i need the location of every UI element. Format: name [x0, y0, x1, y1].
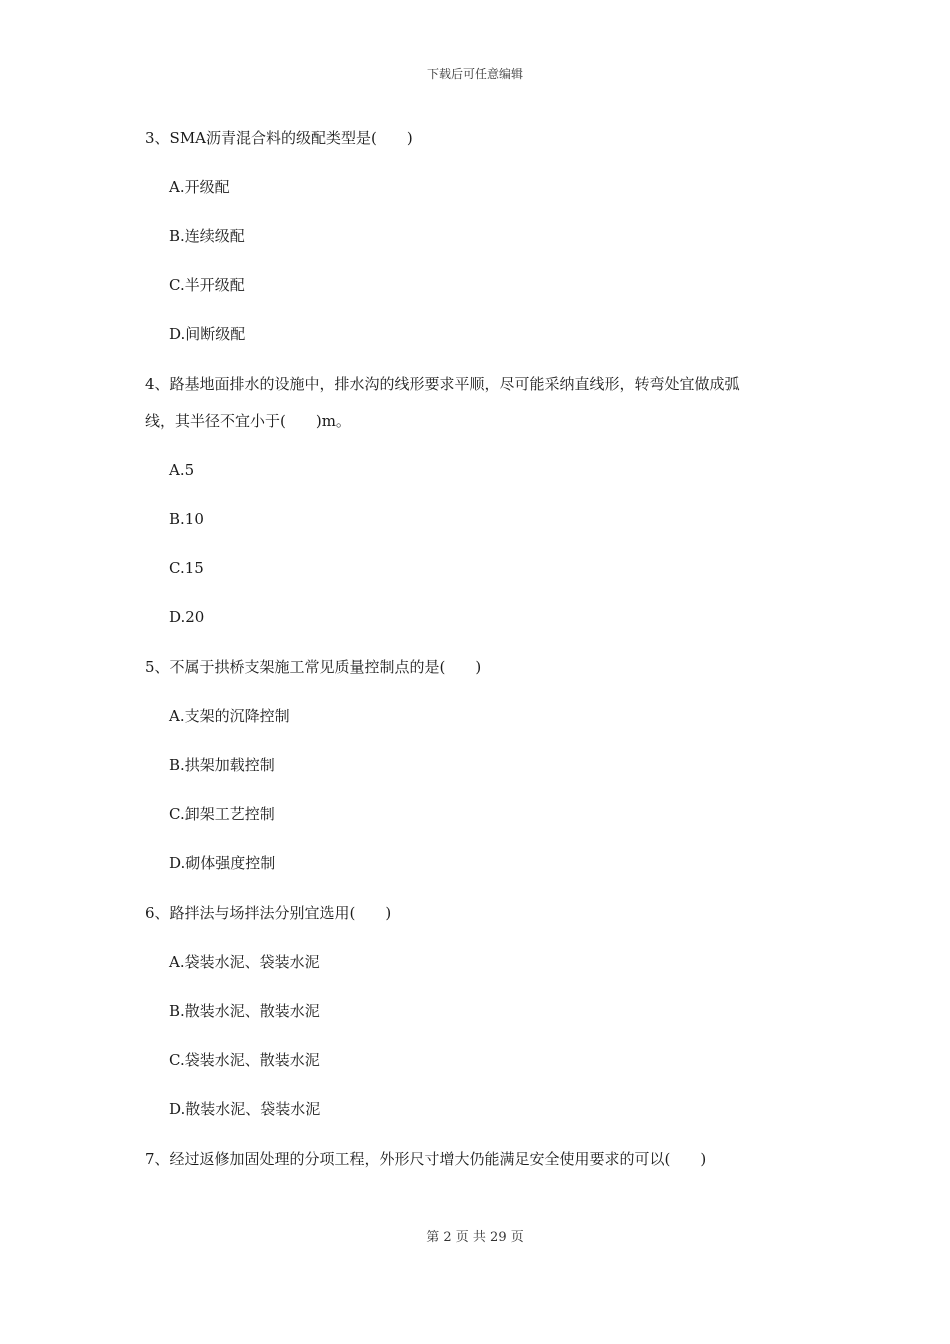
question-stem: 6、路拌法与场拌法分别宜选用( ): [145, 904, 392, 922]
question-option: C.袋装水泥、散装水泥: [169, 1051, 320, 1069]
question-option: A.袋装水泥、袋装水泥: [169, 953, 320, 971]
page-header: 下载后可任意编辑: [426, 67, 523, 81]
question-option: B.连续级配: [169, 227, 245, 245]
question-option: D.20: [169, 608, 205, 626]
question-option: C.半开级配: [169, 276, 245, 294]
question-stem: 4、路基地面排水的设施中，排水沟的线形要求平顺，尽可能采纳直线形，转弯处宜做成弧: [145, 375, 740, 393]
question-stem: 7、经过返修加固处理的分项工程，外形尺寸增大仍能满足安全使用要求的可以( ): [145, 1150, 707, 1168]
question-stem: 5、不属于拱桥支架施工常见质量控制点的是( ): [145, 658, 482, 676]
question-option: B.拱架加载控制: [169, 756, 275, 774]
question-stem-continuation: 线，其半径不宜小于( )m。: [145, 412, 351, 430]
page-footer: 第 2 页 共 29 页: [426, 1230, 524, 1245]
question-option: B.10: [169, 510, 204, 528]
question-option: A.开级配: [169, 178, 230, 196]
question-option: D.散装水泥、袋装水泥: [169, 1100, 321, 1118]
question-option: D.砌体强度控制: [169, 854, 276, 872]
question-option: A.支架的沉降控制: [169, 707, 290, 725]
question-option: D.间断级配: [169, 325, 246, 343]
question-option: C.15: [169, 559, 204, 577]
question-option: A.5: [169, 461, 195, 479]
question-stem: 3、SMA沥青混合料的级配类型是( ): [145, 129, 413, 147]
question-option: C.卸架工艺控制: [169, 805, 275, 823]
question-option: B.散装水泥、散装水泥: [169, 1002, 320, 1020]
